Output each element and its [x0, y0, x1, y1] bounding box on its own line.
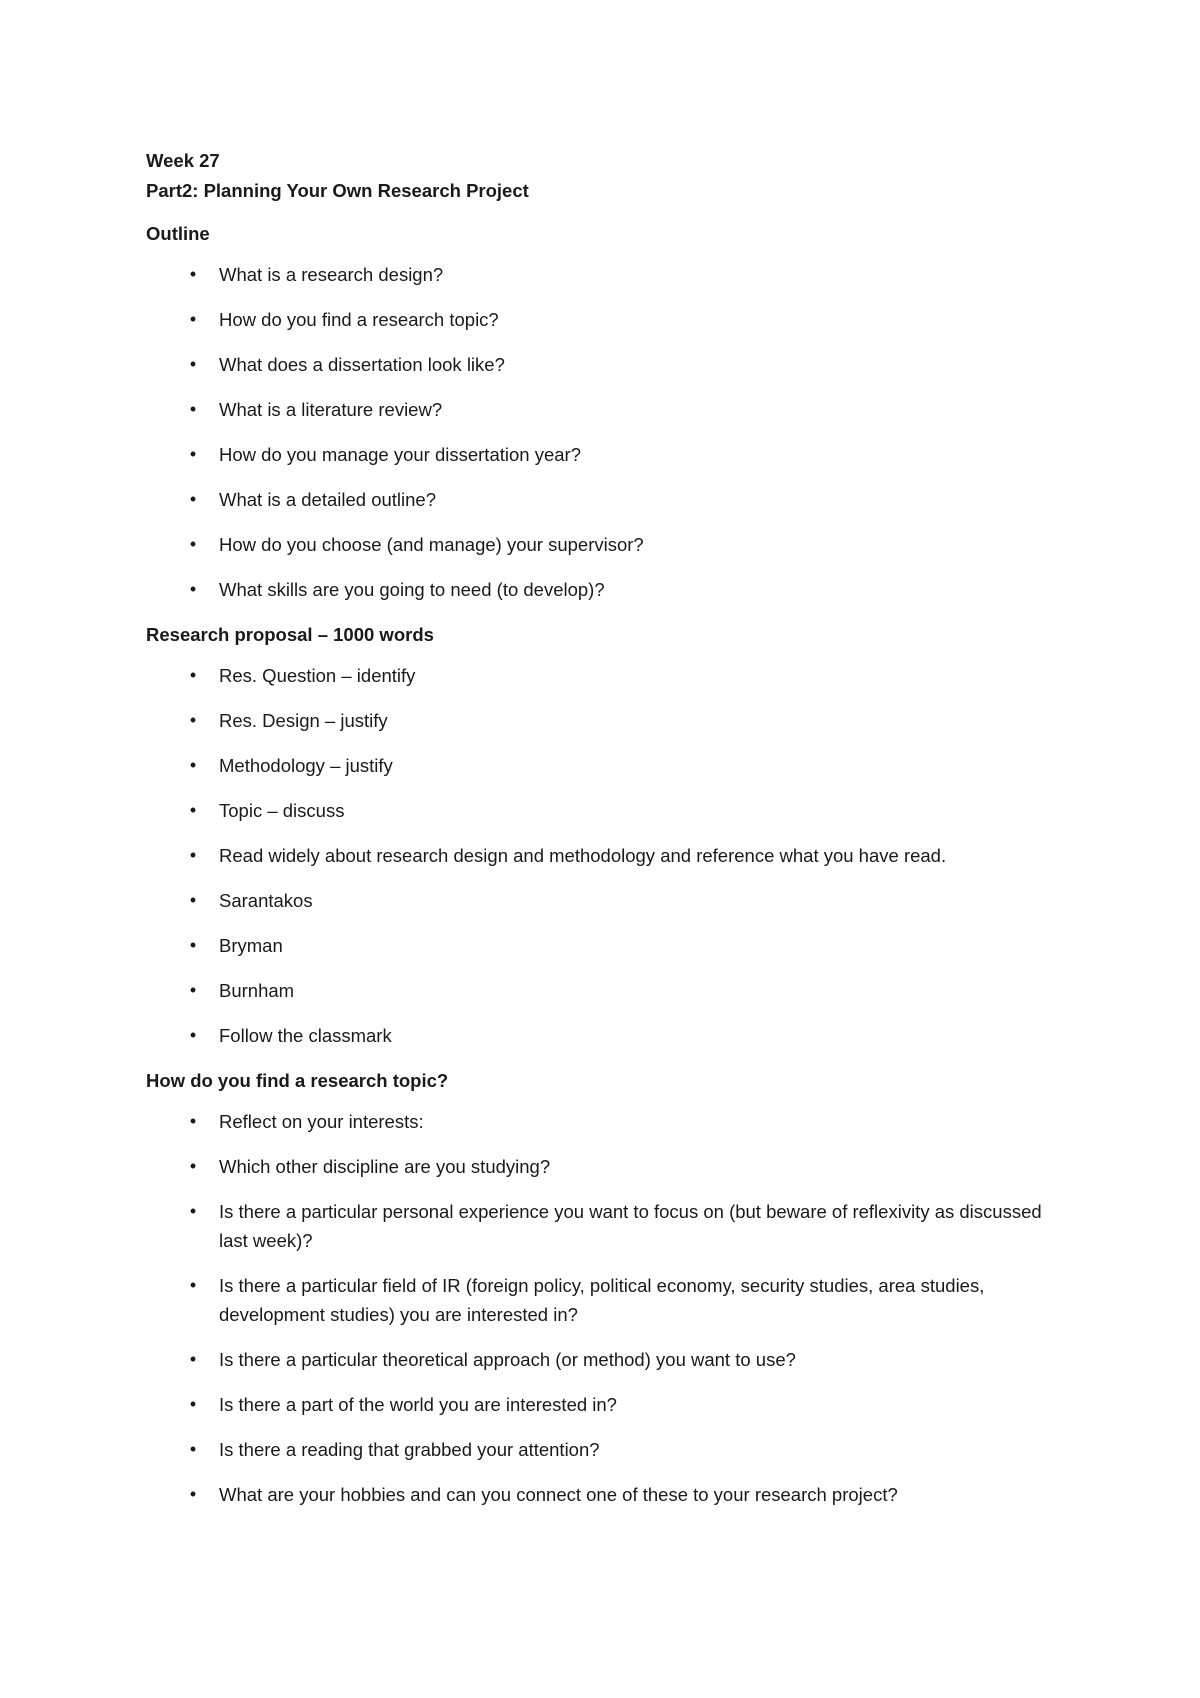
- list-item-text: Which other discipline are you studying?: [219, 1156, 551, 1177]
- list-item: [146, 440, 1066, 469]
- list-item-text: Is there a reading that grabbed your attention?: [219, 1439, 600, 1460]
- list-item-text: What is a research design?: [219, 264, 444, 285]
- bullet-list: [146, 661, 1066, 1050]
- list-item-text: Is there a part of the world you are interested in?: [219, 1394, 617, 1415]
- list-item-text: What is a literature review?: [219, 399, 443, 420]
- list-item-text: What is a detailed outline?: [219, 489, 436, 510]
- bullet-icon: •: [189, 1394, 197, 1414]
- bullet-icon: •: [189, 1275, 197, 1295]
- list-item-text: Topic – discuss: [219, 800, 345, 821]
- list-item-text: How do you choose (and manage) your supervisor?: [219, 534, 644, 555]
- list-item-text: Reflect on your interests:: [219, 1111, 424, 1132]
- list-item: [146, 1271, 1066, 1329]
- section-heading: Outline: [146, 223, 210, 244]
- list-item: [146, 1197, 1066, 1255]
- section-heading: How do you find a research topic?: [146, 1070, 449, 1091]
- list-item-text: Methodology – justify: [219, 755, 393, 776]
- list-item: [146, 706, 1066, 735]
- list-item: [146, 931, 1066, 960]
- bullet-icon: •: [189, 579, 197, 599]
- bullet-icon: •: [189, 1156, 197, 1176]
- list-item: [146, 886, 1066, 915]
- list-item-text: Res. Design – justify: [219, 710, 388, 731]
- bullet-icon: •: [189, 354, 197, 374]
- bullet-icon: •: [189, 489, 197, 509]
- list-item-text: What are your hobbies and can you connect one of these to your research project?: [219, 1484, 898, 1505]
- bullet-icon: •: [189, 264, 197, 284]
- bullet-icon: •: [189, 1349, 197, 1369]
- list-item: [146, 1480, 1066, 1509]
- bullet-icon: •: [189, 1201, 197, 1221]
- section-heading: Research proposal – 1000 words: [146, 624, 434, 645]
- list-item-text: Burnham: [219, 980, 295, 1001]
- list-item: [146, 1345, 1066, 1374]
- bullet-icon: •: [189, 1439, 197, 1459]
- bullet-icon: •: [189, 309, 197, 329]
- bullet-icon: •: [189, 399, 197, 419]
- list-item-text: Bryman: [219, 935, 283, 956]
- list-item-text: Sarantakos: [219, 890, 313, 911]
- list-item: [146, 796, 1066, 825]
- bullet-list: [146, 260, 1066, 604]
- list-item-text: Res. Question – identify: [219, 665, 416, 686]
- bullet-icon: •: [189, 935, 197, 955]
- list-item: [146, 575, 1066, 604]
- bullet-icon: •: [189, 1111, 197, 1131]
- bullet-icon: •: [189, 890, 197, 910]
- list-item-text: Is there a particular field of IR (foreign policy, political economy, security studies, area studies, development studies) you are interested in?: [219, 1275, 985, 1325]
- bullet-icon: •: [189, 980, 197, 1000]
- list-item: [146, 1390, 1066, 1419]
- list-item: [146, 1152, 1066, 1181]
- list-item-text: Read widely about research design and methodology and reference what you have read.: [219, 845, 947, 866]
- list-item: [146, 305, 1066, 334]
- list-item-text: Is there a particular theoretical approach (or method) you want to use?: [219, 1349, 796, 1370]
- list-item: [146, 395, 1066, 424]
- week-title: Week 27: [146, 150, 220, 171]
- page-title: Part2: Planning Your Own Research Project: [146, 180, 529, 201]
- list-item: [146, 751, 1066, 780]
- bullet-icon: •: [189, 444, 197, 464]
- bullet-icon: •: [189, 1025, 197, 1045]
- document-content: [146, 146, 1066, 1525]
- list-item: [146, 661, 1066, 690]
- bullet-icon: •: [189, 755, 197, 775]
- list-item: [146, 841, 1066, 870]
- list-item-text: How do you manage your dissertation year?: [219, 444, 581, 465]
- list-item-text: What skills are you going to need (to develop)?: [219, 579, 605, 600]
- bullet-icon: •: [189, 534, 197, 554]
- list-item-text: Is there a particular personal experience you want to focus on (but beware of reflexivity as discussed last week)?: [219, 1201, 1042, 1251]
- list-item: [146, 260, 1066, 289]
- list-item: [146, 350, 1066, 379]
- bullet-icon: •: [189, 665, 197, 685]
- list-item: [146, 1435, 1066, 1464]
- bullet-list: [146, 1107, 1066, 1509]
- list-item: [146, 976, 1066, 1005]
- bullet-icon: •: [189, 710, 197, 730]
- list-item: [146, 485, 1066, 514]
- list-item: [146, 1107, 1066, 1136]
- bullet-icon: •: [189, 800, 197, 820]
- list-item-text: What does a dissertation look like?: [219, 354, 505, 375]
- list-item-text: Follow the classmark: [219, 1025, 392, 1046]
- sections-container: [146, 219, 1066, 1509]
- bullet-icon: •: [189, 1484, 197, 1504]
- bullet-icon: •: [189, 845, 197, 865]
- list-item: [146, 1021, 1066, 1050]
- list-item-text: How do you find a research topic?: [219, 309, 499, 330]
- list-item: [146, 530, 1066, 559]
